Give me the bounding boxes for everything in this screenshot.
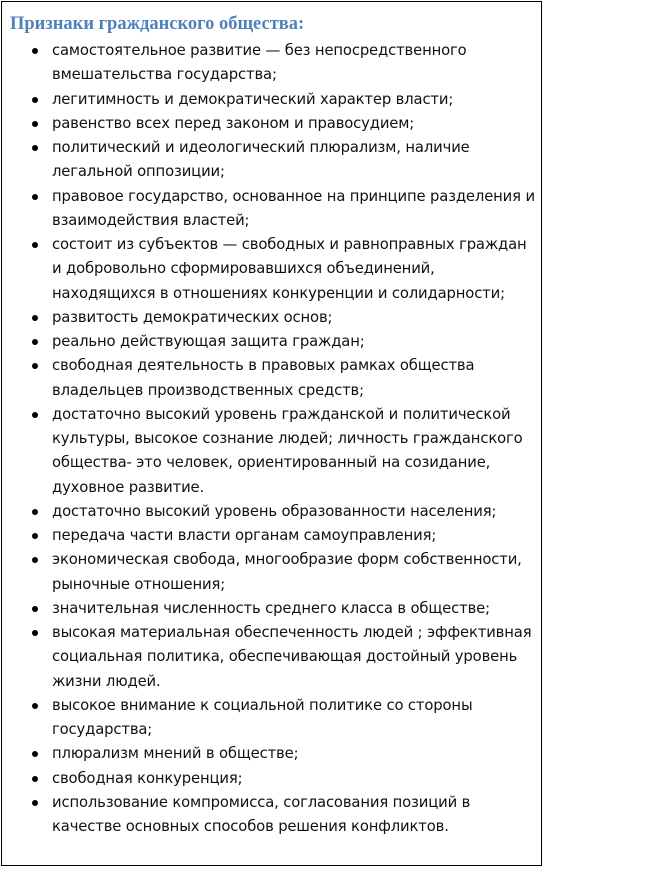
list-item — [2, 185, 543, 234]
bullet-icon — [32, 315, 38, 321]
text-box — [1, 1, 542, 866]
bullet-icon — [32, 703, 38, 709]
bullet-icon — [32, 97, 38, 103]
list-item-text: развитость демократических основ; — [52, 308, 333, 326]
bullet-icon — [32, 751, 38, 757]
list-item-text: равенство всех перед законом и правосудием; — [52, 114, 415, 132]
bullet-icon — [32, 800, 38, 806]
list-item — [2, 88, 543, 112]
list-item — [2, 233, 543, 306]
list-item-text: плюрализм мнений в обществе; — [52, 745, 299, 763]
list-item — [2, 548, 543, 597]
bullet-icon — [32, 412, 38, 418]
list-item — [2, 694, 543, 743]
list-item-text: политический и идеологический плюрализм, наличие легальной оппозиции; — [52, 139, 470, 181]
list-item-text: высокое внимание к социальной политике со стороны государства; — [52, 696, 473, 738]
bullet-icon — [32, 121, 38, 127]
list-item-text: высокая материальная обеспеченность людей ; эффективная социальная политика, обеспечивающая достойный уровень жизни людей. — [52, 624, 532, 690]
bullet-icon — [32, 48, 38, 54]
bullet-icon — [32, 606, 38, 612]
list-item — [2, 500, 543, 524]
list-item — [2, 791, 543, 840]
bullet-icon — [32, 533, 38, 539]
list-item — [2, 524, 543, 548]
list-item-text: правовое государство, основанное на принципе разделения и взаимодействия властей; — [52, 187, 535, 229]
bullet-icon — [32, 557, 38, 563]
list-item — [2, 354, 543, 403]
list-item-text: достаточно высокий уровень гражданской и политической культуры, высокое сознание людей; личность гражданского общества- это человек, ориентированный на созидание, духовное развитие. — [52, 405, 523, 496]
list-item-text: реально действующая защита граждан; — [52, 333, 365, 350]
bullet-icon — [32, 630, 38, 636]
list-item — [2, 39, 543, 88]
list-item-text: передача части власти органам самоуправления; — [52, 527, 437, 544]
title: Признаки гражданского общества: — [10, 14, 305, 34]
bullet-icon — [32, 194, 38, 200]
bullet-icon — [32, 145, 38, 151]
bullet-icon — [32, 776, 38, 782]
bullet-icon — [32, 509, 38, 515]
list-item — [2, 306, 543, 330]
bullet-icon — [32, 339, 38, 345]
bullet-list — [2, 39, 543, 839]
list-item-text: экономическая свобода, многообразие форм собственности, рыночные отношения; — [52, 551, 522, 593]
list-item-text: значительная численность среднего класса в обществе; — [52, 599, 490, 617]
list-item — [2, 767, 543, 791]
list-item-text: самостоятельное развитие — без непосредственного вмешательства государства; — [52, 42, 467, 84]
list-item — [2, 330, 543, 354]
list-item-text: использование компромисса, согласования позиций в качестве основных способов решения конфликтов. — [52, 793, 471, 835]
list-item — [2, 136, 543, 185]
bullet-icon — [32, 242, 38, 248]
list-item-text: легитимность и демократический характер власти; — [52, 90, 454, 108]
list-item — [2, 597, 543, 621]
list-item — [2, 742, 543, 766]
list-item — [2, 621, 543, 694]
bullet-icon — [32, 363, 38, 369]
list-item-text: достаточно высокий уровень образованности населения; — [52, 502, 497, 520]
list-item — [2, 112, 543, 136]
list-item-text: состоит из субъектов — свободных и равноправных граждан и добровольно сформировавшихся объединений, находящихся в отношениях конкуренции и солидарности; — [52, 236, 527, 302]
list-item — [2, 403, 543, 500]
list-item-text: свободная деятельность в правовых рамках общества владельцев производственных средств; — [52, 357, 475, 399]
list-item-text: свободная конкуренция; — [52, 769, 243, 787]
